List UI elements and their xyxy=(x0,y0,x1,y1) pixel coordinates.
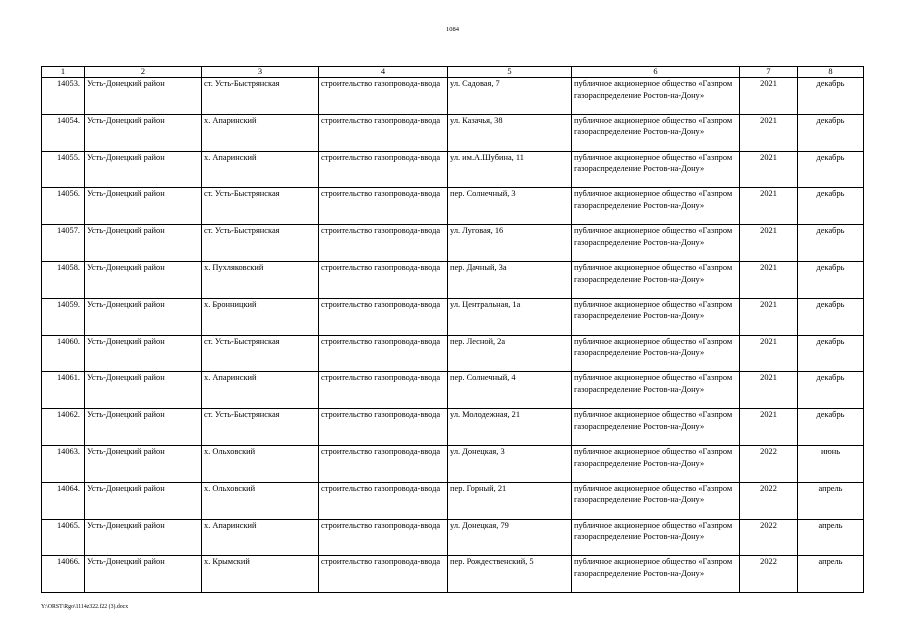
cell-year: 2021 xyxy=(740,188,798,225)
cell-address: ул. им.А.Шубина, 11 xyxy=(448,151,572,188)
cell-work-type: строительство газопровода-ввода xyxy=(319,261,448,298)
cell-district: Усть-Донецкий район xyxy=(85,151,202,188)
cell-year: 2021 xyxy=(740,335,798,372)
cell-organization: публичное акционерное общество «Газпром газораспределение Ростов-на-Дону» xyxy=(572,445,740,482)
cell-organization: публичное акционерное общество «Газпром газораспределение Ростов-на-Дону» xyxy=(572,556,740,593)
cell-organization: публичное акционерное общество «Газпром газораспределение Ростов-на-Дону» xyxy=(572,225,740,262)
cell-work-type: строительство газопровода-ввода xyxy=(319,225,448,262)
cell-organization: публичное акционерное общество «Газпром газораспределение Ростов-на-Дону» xyxy=(572,188,740,225)
cell-locality: х. Бронницкий xyxy=(202,298,319,335)
cell-year: 2021 xyxy=(740,114,798,151)
cell-organization: публичное акционерное общество «Газпром газораспределение Ростов-на-Дону» xyxy=(572,372,740,409)
cell-district: Усть-Донецкий район xyxy=(85,445,202,482)
cell-work-type: строительство газопровода-ввода xyxy=(319,519,448,556)
cell-month: апрель xyxy=(798,556,864,593)
cell-locality: ст. Усть-Быстрянская xyxy=(202,335,319,372)
cell-locality: ст. Усть-Быстрянская xyxy=(202,409,319,446)
cell-year: 2021 xyxy=(740,151,798,188)
cell-record-number: 14058. xyxy=(42,261,85,298)
cell-district: Усть-Донецкий район xyxy=(85,188,202,225)
cell-address: ул. Садовая, 7 xyxy=(448,78,572,115)
cell-organization: публичное акционерное общество «Газпром газораспределение Ростов-на-Дону» xyxy=(572,409,740,446)
cell-district: Усть-Донецкий район xyxy=(85,78,202,115)
cell-month: июнь xyxy=(798,445,864,482)
column-header: 7 xyxy=(740,67,798,78)
cell-address: пер. Рождественский, 5 xyxy=(448,556,572,593)
cell-locality: ст. Усть-Быстрянская xyxy=(202,78,319,115)
cell-record-number: 14061. xyxy=(42,372,85,409)
cell-locality: х. Ольховский xyxy=(202,482,319,519)
table-row xyxy=(42,372,864,409)
cell-record-number: 14059. xyxy=(42,298,85,335)
column-header: 2 xyxy=(85,67,202,78)
column-header: 3 xyxy=(202,67,319,78)
cell-record-number: 14063. xyxy=(42,445,85,482)
cell-organization: публичное акционерное общество «Газпром газораспределение Ростов-на-Дону» xyxy=(572,261,740,298)
cell-year: 2021 xyxy=(740,298,798,335)
table-row xyxy=(42,335,864,372)
cell-locality: х. Апаринский xyxy=(202,372,319,409)
cell-district: Усть-Донецкий район xyxy=(85,114,202,151)
table-row xyxy=(42,78,864,115)
registry-table xyxy=(41,66,864,593)
cell-record-number: 14056. xyxy=(42,188,85,225)
cell-address: пер. Дачный, 3а xyxy=(448,261,572,298)
cell-address: пер. Горный, 21 xyxy=(448,482,572,519)
cell-month: декабрь xyxy=(798,261,864,298)
cell-record-number: 14053. xyxy=(42,78,85,115)
cell-locality: ст. Усть-Быстрянская xyxy=(202,225,319,262)
cell-organization: публичное акционерное общество «Газпром газораспределение Ростов-на-Дону» xyxy=(572,482,740,519)
cell-address: ул. Казачья, 38 xyxy=(448,114,572,151)
cell-address: ул. Центральная, 1а xyxy=(448,298,572,335)
cell-month: декабрь xyxy=(798,225,864,262)
cell-district: Усть-Донецкий район xyxy=(85,335,202,372)
cell-organization: публичное акционерное общество «Газпром газораспределение Ростов-на-Дону» xyxy=(572,78,740,115)
table-header-row xyxy=(42,67,864,78)
table-row xyxy=(42,556,864,593)
cell-record-number: 14054. xyxy=(42,114,85,151)
table-row xyxy=(42,261,864,298)
cell-work-type: строительство газопровода-ввода xyxy=(319,151,448,188)
cell-year: 2021 xyxy=(740,78,798,115)
cell-work-type: строительство газопровода-ввода xyxy=(319,78,448,115)
cell-locality: х. Апаринский xyxy=(202,519,319,556)
cell-month: декабрь xyxy=(798,298,864,335)
table-row xyxy=(42,151,864,188)
cell-address: пер. Лесной, 2а xyxy=(448,335,572,372)
cell-district: Усть-Донецкий район xyxy=(85,372,202,409)
table-row xyxy=(42,298,864,335)
cell-district: Усть-Донецкий район xyxy=(85,225,202,262)
cell-work-type: строительство газопровода-ввода xyxy=(319,372,448,409)
cell-locality: х. Апаринский xyxy=(202,114,319,151)
cell-locality: ст. Усть-Быстрянская xyxy=(202,188,319,225)
cell-organization: публичное акционерное общество «Газпром газораспределение Ростов-на-Дону» xyxy=(572,151,740,188)
table-row xyxy=(42,519,864,556)
cell-locality: х. Ольховский xyxy=(202,445,319,482)
cell-organization: публичное акционерное общество «Газпром газораспределение Ростов-на-Дону» xyxy=(572,335,740,372)
cell-year: 2022 xyxy=(740,519,798,556)
cell-district: Усть-Донецкий район xyxy=(85,409,202,446)
cell-record-number: 14060. xyxy=(42,335,85,372)
cell-month: декабрь xyxy=(798,409,864,446)
cell-work-type: строительство газопровода-ввода xyxy=(319,445,448,482)
cell-record-number: 14062. xyxy=(42,409,85,446)
cell-district: Усть-Донецкий район xyxy=(85,298,202,335)
cell-organization: публичное акционерное общество «Газпром газораспределение Ростов-на-Дону» xyxy=(572,519,740,556)
cell-month: декабрь xyxy=(798,78,864,115)
cell-year: 2022 xyxy=(740,445,798,482)
cell-address: ул. Донецкая, 3 xyxy=(448,445,572,482)
cell-district: Усть-Донецкий район xyxy=(85,556,202,593)
cell-month: декабрь xyxy=(798,335,864,372)
cell-year: 2021 xyxy=(740,409,798,446)
cell-organization: публичное акционерное общество «Газпром газораспределение Ростов-на-Дону» xyxy=(572,298,740,335)
cell-month: декабрь xyxy=(798,188,864,225)
cell-record-number: 14064. xyxy=(42,482,85,519)
table-row xyxy=(42,225,864,262)
cell-district: Усть-Донецкий район xyxy=(85,261,202,298)
page-number: 1084 xyxy=(446,26,459,33)
cell-district: Усть-Донецкий район xyxy=(85,482,202,519)
table-row xyxy=(42,114,864,151)
cell-address: ул. Луговая, 16 xyxy=(448,225,572,262)
cell-work-type: строительство газопровода-ввода xyxy=(319,335,448,372)
cell-address: пер. Солнечный, 3 xyxy=(448,188,572,225)
cell-district: Усть-Донецкий район xyxy=(85,519,202,556)
table-row xyxy=(42,482,864,519)
column-header: 1 xyxy=(42,67,85,78)
cell-month: апрель xyxy=(798,519,864,556)
cell-year: 2021 xyxy=(740,225,798,262)
cell-year: 2021 xyxy=(740,372,798,409)
cell-organization: публичное акционерное общество «Газпром газораспределение Ростов-на-Дону» xyxy=(572,114,740,151)
cell-work-type: строительство газопровода-ввода xyxy=(319,482,448,519)
table-body xyxy=(42,78,864,593)
table-row xyxy=(42,188,864,225)
document-file-path: Y:\ORST\Rgo\1114z322.f22 (3).docx xyxy=(41,604,129,610)
cell-address: пер. Солнечный, 4 xyxy=(448,372,572,409)
cell-work-type: строительство газопровода-ввода xyxy=(319,298,448,335)
cell-month: декабрь xyxy=(798,372,864,409)
cell-work-type: строительство газопровода-ввода xyxy=(319,188,448,225)
cell-work-type: строительство газопровода-ввода xyxy=(319,409,448,446)
cell-locality: х. Пухляковский xyxy=(202,261,319,298)
cell-locality: х. Апаринский xyxy=(202,151,319,188)
cell-year: 2022 xyxy=(740,482,798,519)
cell-month: декабрь xyxy=(798,114,864,151)
column-header: 4 xyxy=(319,67,448,78)
cell-record-number: 14057. xyxy=(42,225,85,262)
cell-record-number: 14055. xyxy=(42,151,85,188)
cell-work-type: строительство газопровода-ввода xyxy=(319,114,448,151)
cell-record-number: 14065. xyxy=(42,519,85,556)
column-header: 5 xyxy=(448,67,572,78)
cell-month: декабрь xyxy=(798,151,864,188)
column-header: 8 xyxy=(798,67,864,78)
cell-year: 2022 xyxy=(740,556,798,593)
cell-year: 2021 xyxy=(740,261,798,298)
cell-work-type: строительство газопровода-ввода xyxy=(319,556,448,593)
cell-record-number: 14066. xyxy=(42,556,85,593)
cell-address: ул. Молодежная, 21 xyxy=(448,409,572,446)
table-row xyxy=(42,409,864,446)
cell-month: апрель xyxy=(798,482,864,519)
table-row xyxy=(42,445,864,482)
column-header: 6 xyxy=(572,67,740,78)
cell-locality: х. Крымский xyxy=(202,556,319,593)
cell-address: ул. Донецкая, 79 xyxy=(448,519,572,556)
